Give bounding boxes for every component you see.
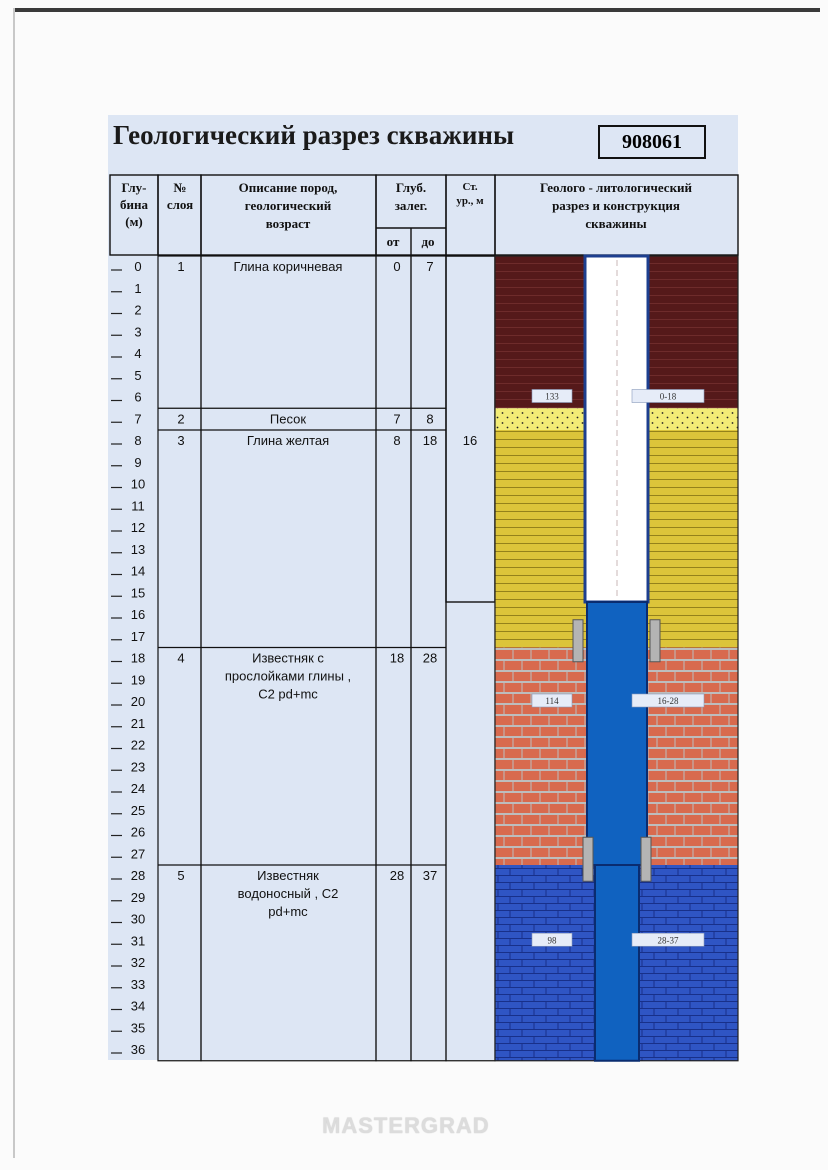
watermark-text: MASTERGRAD <box>322 1113 490 1138</box>
depth-label: 31 <box>130 933 146 949</box>
depth-label: 35 <box>130 1020 146 1036</box>
header-description-3: возраст <box>265 216 311 231</box>
header-section-3: скважины <box>585 216 647 231</box>
layer-to: 8 <box>426 411 434 427</box>
depth-label: 18 <box>130 650 146 666</box>
depth-label: 16 <box>130 607 146 622</box>
static-level-box <box>446 256 495 602</box>
header-section-2: разрез и конструкция <box>552 198 680 213</box>
casing-diameter-label: 98 <box>547 935 557 946</box>
layer-from: 8 <box>393 433 401 448</box>
static-level-column <box>446 256 495 1061</box>
layer-no: 2 <box>177 411 185 427</box>
header-layer-no-1: № <box>173 180 187 195</box>
layer-from: 0 <box>393 259 401 274</box>
depth-label: 2 <box>134 302 142 318</box>
layer-from: 7 <box>393 411 401 427</box>
layer-description: Известняк <box>257 868 319 883</box>
well-number-box: 908061 <box>598 125 706 159</box>
layer-from: 18 <box>389 650 405 666</box>
depth-label: 10 <box>130 476 146 492</box>
layer-to: 18 <box>422 433 438 448</box>
casing-diameter-label: 133 <box>545 391 559 402</box>
depth-label: 22 <box>130 737 146 753</box>
static-level-value: 16 <box>462 433 478 448</box>
header-description-1: Описание пород, <box>238 180 338 195</box>
layer-description: водоносный , C2 <box>237 886 339 901</box>
layer-description: Глина желтая <box>246 433 330 448</box>
header-static-level-2: ур., м <box>456 195 484 207</box>
depth-label: 11 <box>131 498 145 514</box>
depth-label: 3 <box>134 324 142 340</box>
depth-label: 7 <box>134 411 142 427</box>
packer-right <box>650 620 660 662</box>
casing-98 <box>595 865 639 1061</box>
layer-to: 7 <box>426 259 434 274</box>
depth-label: 23 <box>130 759 146 775</box>
header-static-level-1: Ст. <box>462 181 478 193</box>
header-layer-no-2: слоя <box>166 197 194 212</box>
layer-description: C2 pd+mc <box>258 686 318 702</box>
packer-right-lower <box>641 837 651 881</box>
table-body <box>158 256 495 1061</box>
depth-label: 25 <box>130 802 146 818</box>
depth-label: 21 <box>130 715 146 731</box>
layer-no: 5 <box>177 868 185 883</box>
header-to: до <box>421 234 435 249</box>
depth-label: 29 <box>130 889 146 905</box>
layer-description: Известняк с <box>252 650 324 666</box>
layer-description: Глина коричневая <box>233 259 343 274</box>
header-occurrence-2: залег. <box>394 198 428 213</box>
header-section-1: Геолого - литологический <box>539 180 693 195</box>
depth-label: 20 <box>130 694 146 709</box>
casing-diameter-label: 114 <box>545 696 559 706</box>
header-from: от <box>386 234 400 249</box>
depth-label: 14 <box>130 563 146 579</box>
depth-label: 26 <box>130 824 146 840</box>
depth-label: 13 <box>130 541 146 557</box>
layer-to: 37 <box>422 868 438 883</box>
layer-no: 3 <box>177 433 185 448</box>
header-depth-2: бина <box>120 197 148 212</box>
layer-to: 28 <box>422 650 438 666</box>
header-occurrence-1: Глуб. <box>395 180 427 195</box>
depth-label: 28 <box>130 868 146 883</box>
casing-interval-label: 16-28 <box>657 696 679 706</box>
depth-label: 4 <box>134 346 142 361</box>
depth-label: 9 <box>134 454 142 470</box>
layer-from: 28 <box>389 868 405 883</box>
depth-scale <box>111 259 145 1057</box>
layer-description: pd+mc <box>268 904 308 919</box>
header-description-2: геологический <box>244 198 332 213</box>
packer-left-lower <box>583 837 593 881</box>
layer-description: Песок <box>269 411 307 427</box>
depth-label: 34 <box>130 998 146 1014</box>
casing-114 <box>587 602 647 865</box>
layer-no: 4 <box>177 650 185 666</box>
depth-label: 30 <box>130 911 146 927</box>
depth-label: 12 <box>130 520 146 535</box>
header-depth-1: Глу- <box>121 180 147 195</box>
depth-label: 15 <box>130 585 146 601</box>
layer-no: 1 <box>177 259 185 274</box>
depth-label: 5 <box>134 367 142 383</box>
depth-label: 1 <box>134 280 142 296</box>
header-depth-3: (м) <box>125 214 143 229</box>
depth-label: 32 <box>130 955 146 970</box>
depth-label: 0 <box>134 259 142 274</box>
depth-label: 17 <box>130 628 146 644</box>
depth-label: 6 <box>134 389 142 405</box>
casing-interval-label: 28-37 <box>657 935 679 946</box>
page-title: Геологический разрез скважины <box>113 120 515 150</box>
depth-label: 19 <box>130 672 146 688</box>
depth-label: 24 <box>130 781 146 796</box>
layer-description: прослойками глины , <box>224 668 352 684</box>
casing-interval-label: 0-18 <box>659 391 677 402</box>
depth-label: 36 <box>130 1042 146 1057</box>
depth-label: 33 <box>130 976 146 992</box>
packer-left <box>573 620 583 662</box>
depth-label: 27 <box>130 846 146 862</box>
depth-label: 8 <box>134 433 142 448</box>
